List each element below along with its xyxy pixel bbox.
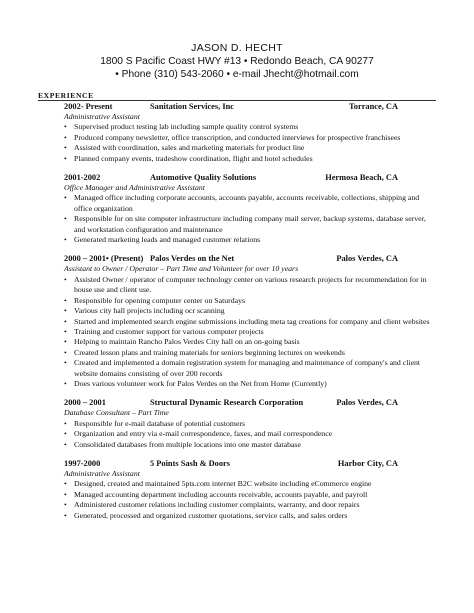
job-bullet: • Generated marketing leads and managed customer relations <box>64 235 436 245</box>
experience-list <box>38 101 436 521</box>
job-bullets <box>38 275 436 389</box>
job-bullets <box>38 479 436 521</box>
job-dates: 2000 – 2001 <box>64 398 106 408</box>
job-bullet: • Helping to maintain Rancho Palos Verdes City hall on an on-going basis <box>64 337 436 347</box>
job-bullet: • Responsible for e-mail database of potential customers <box>64 419 436 429</box>
job-bullet: • Administered customer relations including customer complaints, warranty, and door repairs <box>64 500 436 510</box>
job-bullet: • Planned company events, tradeshow coordination, flight and hotel schedules <box>64 154 436 164</box>
job-bullet: • Created and implemented a domain registration system for managing and maintenance of company's and client website domains consisting of over 200 records <box>64 358 436 379</box>
job-bullet: • Managed office including corporate accounts, accounts payable, accounts receivable, collections, shipping and office organization <box>64 193 436 214</box>
job-bullet: • Responsible for on site computer infrastructure including company mail server, backup systems, database server, and workstation configuration and maintenance <box>64 214 436 235</box>
job-bullet: • Assisted Owner / operator of computer technology center on various research projects for recommendation for in house use and client use. <box>64 275 436 296</box>
job-bullet: • Does various volunteer work for Palos Verdes on the Net from Home (Currently) <box>64 379 436 389</box>
job-heading <box>38 397 436 408</box>
job-title: Assistant to Owner / Operator – Part Time and Volunteer for over 10 years <box>64 264 299 274</box>
job-company: Structural Dynamic Research Corporation <box>150 398 304 408</box>
job-bullet: • Created lesson plans and training materials for seniors beginning lectures on weekends <box>64 348 436 358</box>
job-dates: 1997-2000 <box>64 458 101 468</box>
job-location: Harbor City, CA <box>337 458 398 468</box>
job-bullets <box>38 193 436 245</box>
job-bullets <box>38 419 436 450</box>
job-dates: 2002- Present <box>64 102 113 111</box>
job-bullet: • Training and customer support for various computer projects <box>64 327 436 337</box>
job-heading <box>38 172 436 183</box>
job-dates: 2000 – 2001• (Present) <box>64 254 144 264</box>
job-title: Administrative Assistant <box>64 468 140 478</box>
job-title: Administrative Assistant <box>64 112 140 121</box>
resume-header <box>0 42 474 81</box>
job-company: Palos Verdes on the Net <box>150 254 235 264</box>
job-title: Database Consultant – Part Time <box>64 408 169 418</box>
job-bullet: • Started and implemented search engine submissions including meta tag creations for company and client websites <box>64 317 436 327</box>
job-company: Sanitation Services, Inc <box>150 102 234 111</box>
job-entry <box>38 253 436 389</box>
job-location: Palos Verdes, CA <box>336 254 398 264</box>
job-bullets <box>38 122 436 164</box>
job-title: Office Manager and Administrative Assistant <box>64 183 205 193</box>
job-entry <box>38 172 436 245</box>
job-bullet: • Designed, created and maintained 5pts.com internet B2C website including eCommerce engine <box>64 479 436 489</box>
job-company: 5 Points Sash & Doors <box>150 458 231 468</box>
job-bullet: • Generated, processed and organized customer quotations, service calls, and sales orders <box>64 511 436 521</box>
job-bullet: • Managed accounting department including accounts receivable, accounts payable, and payroll <box>64 490 436 500</box>
section-title-experience: EXPERIENCE <box>38 91 94 100</box>
job-bullet: • Organization and entry via e-mail correspondence, faxes, and mail correspondence <box>64 429 436 439</box>
job-entry <box>38 101 436 164</box>
job-heading <box>38 458 436 469</box>
candidate-address: 1800 S Pacific Coast HWY #13 • Redondo Beach, CA 90277 <box>100 56 374 67</box>
job-bullet: • Produced company newsletter, office transcription, and conducted interviews for prospective franchisees <box>64 133 436 143</box>
job-entry <box>38 458 436 521</box>
job-entry <box>38 397 436 450</box>
job-heading <box>38 253 436 264</box>
job-location: Hermosa Beach, CA <box>325 173 398 183</box>
candidate-contact: • Phone (310) 543-2060 • e-mail Jhecht@hotmail.com <box>115 69 359 80</box>
job-location: Torrance, CA <box>348 102 398 111</box>
candidate-name: JASON D. HECHT <box>191 42 283 54</box>
job-bullet: • Supervised product testing lab including sample quality control systems <box>64 122 436 132</box>
job-bullet: • Consolidated databases from multiple locations into one master database <box>64 440 436 450</box>
job-bullet: • Assisted with coordination, sales and marketing materials for product line <box>64 143 436 153</box>
job-company: Automotive Quality Solutions <box>150 173 257 183</box>
job-heading <box>38 101 436 112</box>
job-dates: 2001-2002 <box>64 173 101 183</box>
job-bullet: • Various city hall projects including ocr scanning <box>64 306 436 316</box>
job-bullet: • Responsible for opening computer center on Saturdays <box>64 296 436 306</box>
job-location: Palos Verdes, CA <box>336 398 398 408</box>
